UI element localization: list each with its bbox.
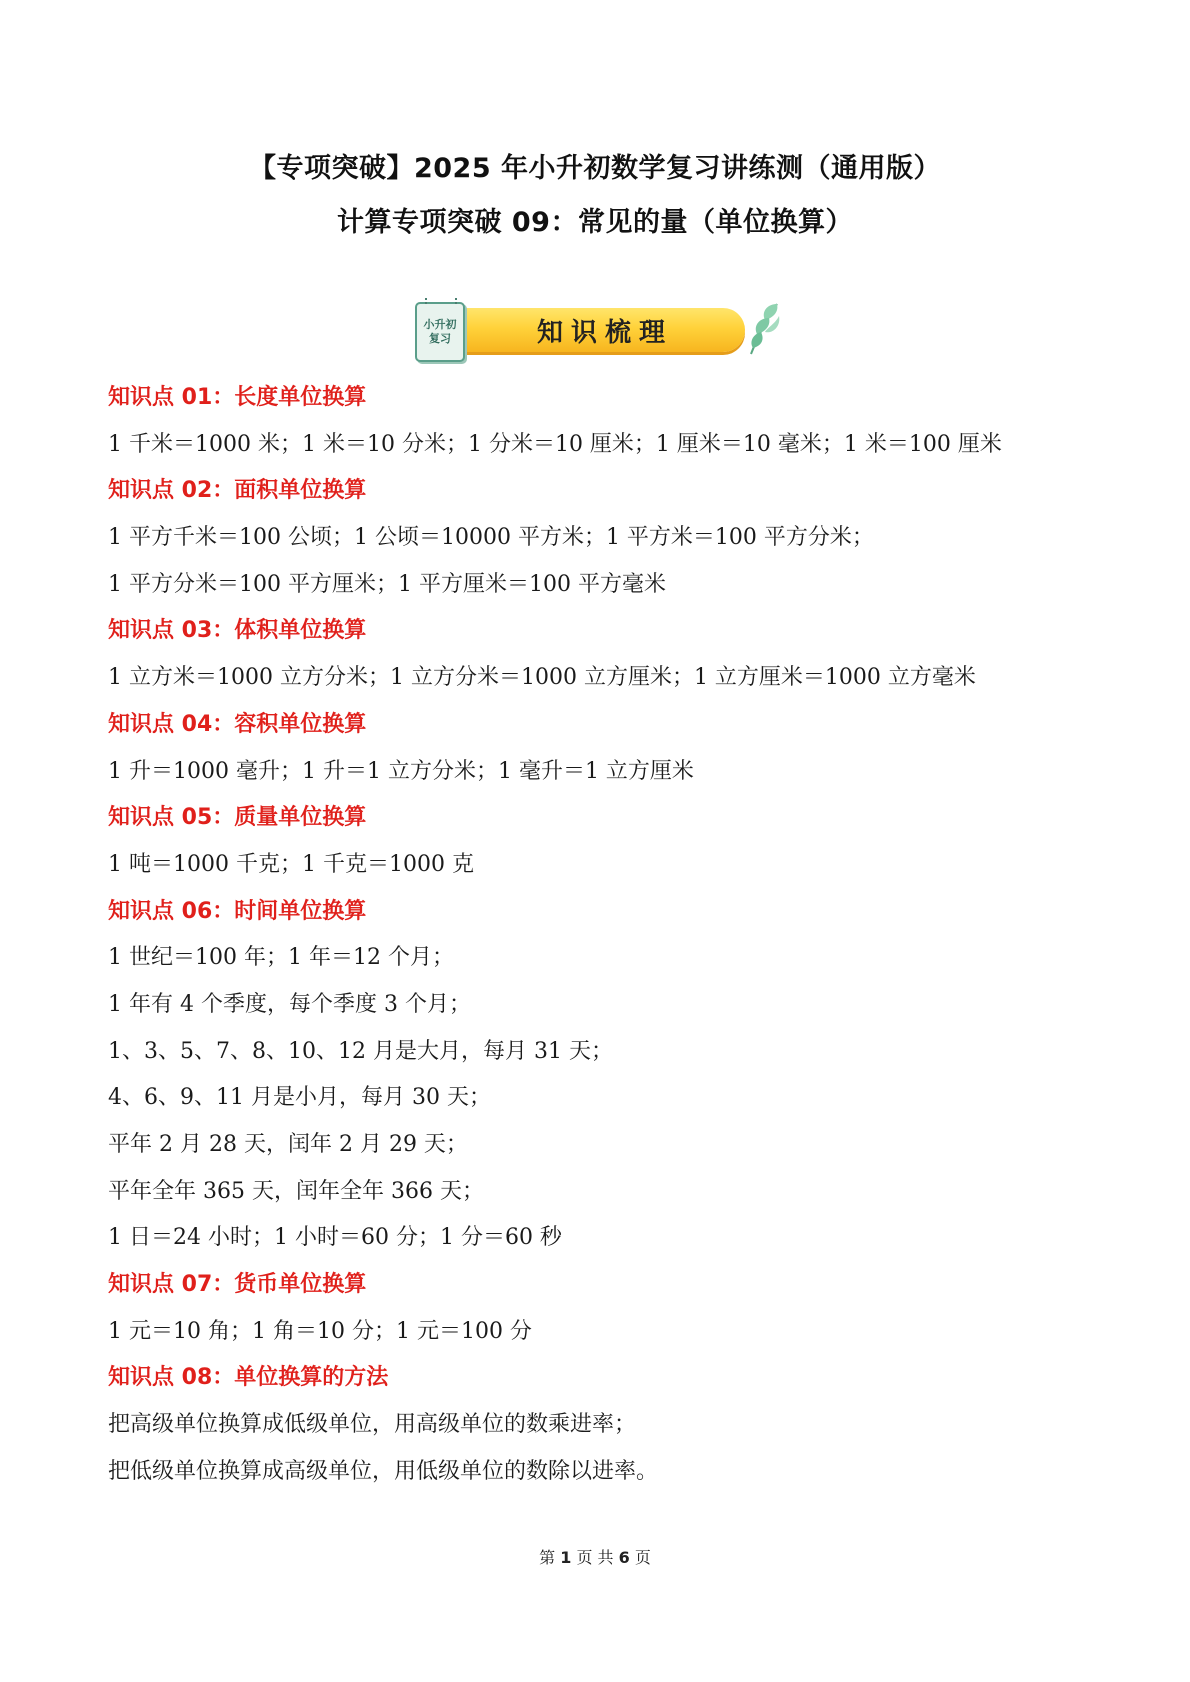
section-line: 1 年有 4 个季度，每个季度 3 个月； xyxy=(108,991,471,1017)
document-header xyxy=(0,142,1190,250)
section-heading: 知识点 01：长度单位换算 xyxy=(108,385,367,410)
knowledge-section xyxy=(108,1355,1088,1495)
section-line: 1 日＝24 小时；1 小时＝60 分；1 分＝60 秒 xyxy=(108,1225,562,1251)
knowledge-content xyxy=(108,375,1088,1496)
notebook-label-line2: 复习 xyxy=(429,332,451,345)
section-banner xyxy=(415,298,785,368)
document-title: 【专项突破】2025 年小升初数学复习讲练测（通用版） xyxy=(248,153,942,184)
section-heading: 知识点 04：容积单位换算 xyxy=(108,711,367,737)
section-heading: 知识点 07：货币单位换算 xyxy=(108,1272,367,1298)
footer-current-page: 1 xyxy=(560,1548,572,1567)
section-line: 平年 2 月 28 天，闰年 2 月 29 天； xyxy=(108,1132,468,1157)
banner-bar xyxy=(445,308,745,352)
section-line: 平年全年 365 天，闰年全年 366 天； xyxy=(108,1178,484,1204)
footer-prefix: 第 xyxy=(539,1548,556,1567)
knowledge-section xyxy=(108,1262,1088,1355)
section-heading: 知识点 03：体积单位换算 xyxy=(108,618,367,644)
banner-label: 知识梳理 xyxy=(536,317,673,348)
section-line: 1 升＝1000 毫升；1 升＝1 立方分米；1 毫升＝1 立方厘米 xyxy=(108,758,694,784)
section-line: 1 平方千米＝100 公顷；1 公顷＝10000 平方米；1 平方米＝100 平方分米； xyxy=(108,525,874,551)
knowledge-section xyxy=(108,608,1088,701)
section-line: 1 千米＝1000 米；1 米＝10 分米；1 分米＝10 厘米；1 厘米＝10 毫米；1 米＝100 厘米 xyxy=(108,431,1002,457)
knowledge-section xyxy=(108,468,1088,608)
knowledge-section xyxy=(108,795,1088,888)
knowledge-section xyxy=(108,375,1088,468)
document-subtitle: 计算专项突破 09：常见的量（单位换算） xyxy=(337,207,853,238)
footer-total-pages: 6 xyxy=(618,1548,630,1567)
notebook-label-line1: 小升初 xyxy=(423,318,457,331)
section-line: 1 吨＝1000 千克；1 千克＝1000 克 xyxy=(108,851,474,877)
footer-middle: 页 共 xyxy=(576,1548,614,1567)
notebook-icon xyxy=(415,302,465,362)
section-line: 1 立方米＝1000 立方分米；1 立方分米＝1000 立方厘米；1 立方厘米＝1000 立方毫米 xyxy=(108,665,976,691)
section-heading: 知识点 05：质量单位换算 xyxy=(108,805,367,831)
section-heading: 知识点 02：面积单位换算 xyxy=(108,478,367,504)
section-line: 4、6、9、11 月是小月，每月 30 天； xyxy=(108,1085,491,1111)
knowledge-section xyxy=(108,889,1088,1263)
section-line: 把低级单位换算成高级单位，用低级单位的数除以进率。 xyxy=(108,1458,659,1484)
footer-suffix: 页 xyxy=(634,1548,651,1567)
section-line: 1 平方分米＝100 平方厘米；1 平方厘米＝100 平方毫米 xyxy=(108,571,666,597)
section-line: 1、3、5、7、8、10、12 月是大月，每月 31 天； xyxy=(108,1038,613,1064)
section-heading: 知识点 06：时间单位换算 xyxy=(108,898,367,924)
leaf-icon xyxy=(743,298,783,358)
knowledge-section xyxy=(108,702,1088,795)
section-heading: 知识点 08：单位换算的方法 xyxy=(108,1365,389,1391)
section-line: 1 世纪＝100 年；1 年＝12 个月； xyxy=(108,945,454,971)
page-footer xyxy=(0,1545,1190,1568)
section-line: 1 元＝10 角；1 角＝10 分；1 元＝100 分 xyxy=(108,1318,532,1344)
section-line: 把高级单位换算成低级单位，用高级单位的数乘进率； xyxy=(108,1412,637,1438)
